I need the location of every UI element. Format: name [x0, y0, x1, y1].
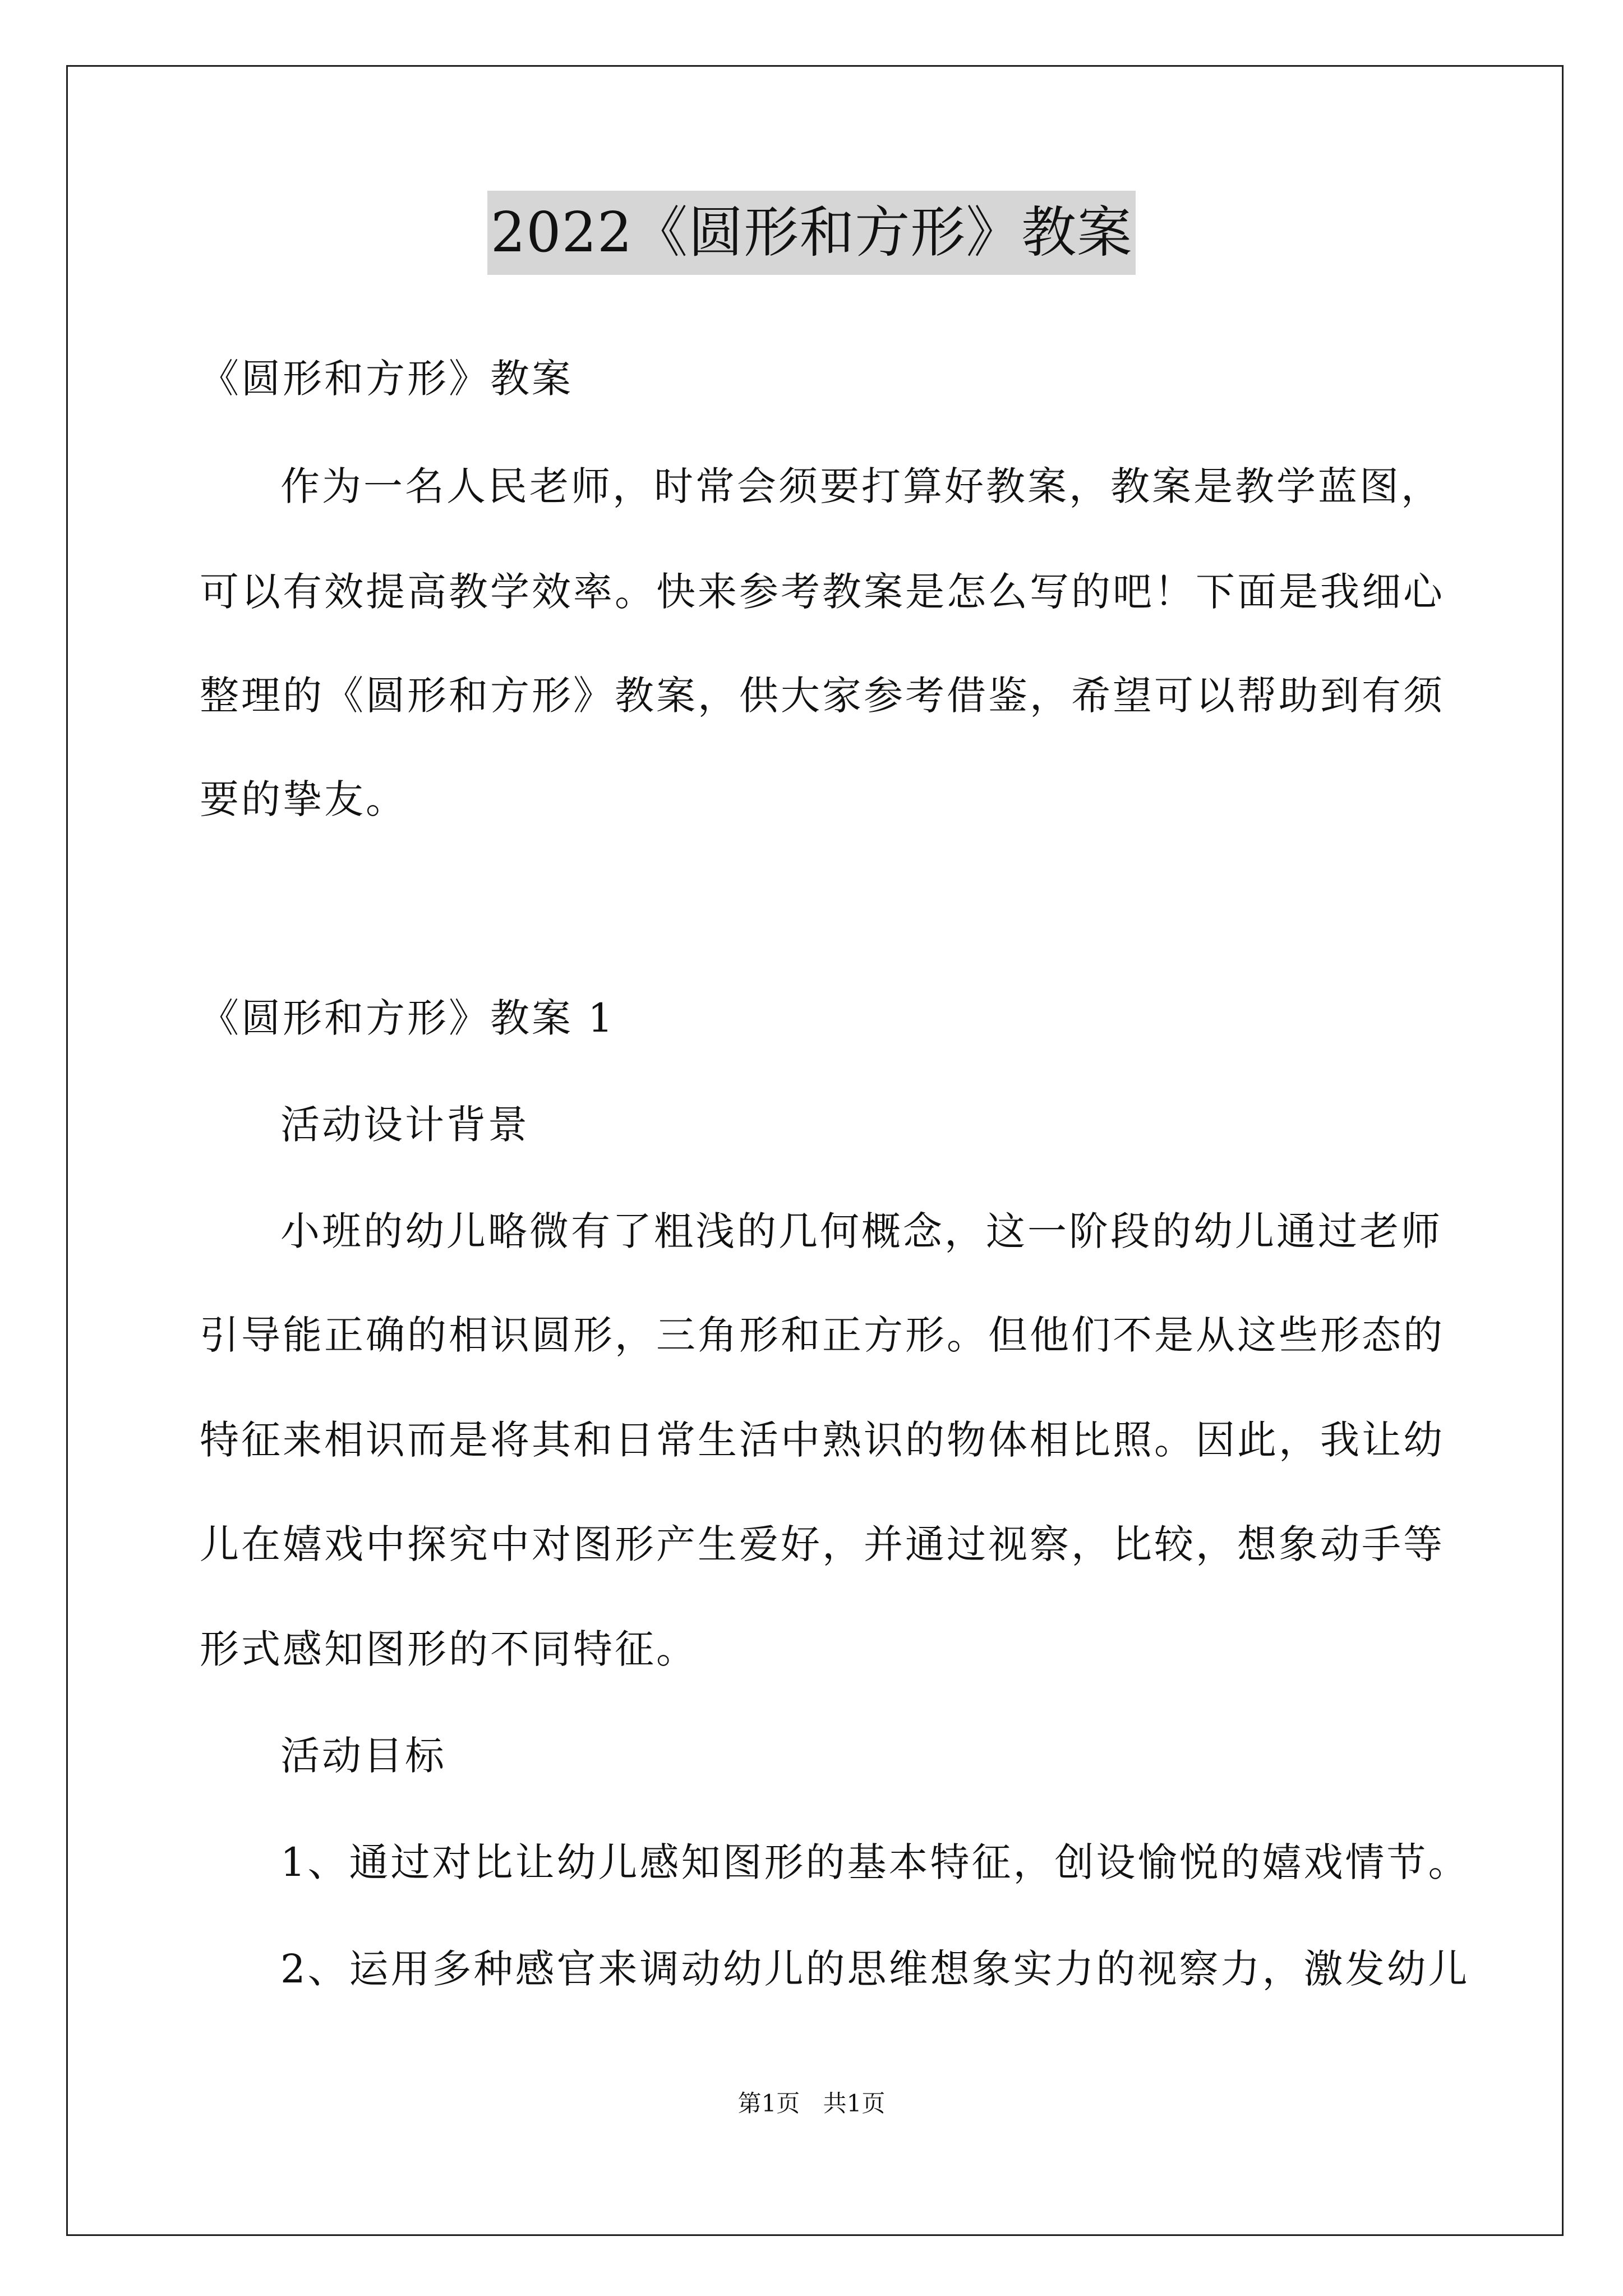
background-line-2: 引导能正确的相识圆形，三角形和正方形。但他们不是从这些形态的: [200, 1312, 1445, 1358]
intro-line-3: 整理的《圆形和方形》教案，供大家参考借鉴，希望可以帮助到有须: [200, 673, 1445, 719]
section-heading: 《圆形和方形》教案 1: [200, 995, 615, 1041]
goal-line-2: 2、运用多种感官来调动幼儿的思维想象实力的视察力，激发幼儿: [280, 1946, 1470, 1992]
background-line-1: 小班的幼儿略微有了粗浅的几何概念，这一阶段的幼儿通过老师: [280, 1208, 1442, 1254]
intro-line-2: 可以有效提高教学效率。快来参考教案是怎么写的吧！下面是我细心: [200, 569, 1445, 615]
document-subtitle: 《圆形和方形》教案: [200, 356, 573, 402]
background-line-5: 形式感知图形的不同特征。: [200, 1626, 698, 1672]
goal-line-1: 1、通过对比让幼儿感知图形的基本特征，创设愉悦的嬉戏情节。: [280, 1839, 1470, 1885]
page-total: 共1页: [823, 2090, 886, 2117]
goals-heading: 活动目标: [280, 1733, 446, 1779]
intro-line-1: 作为一名人民老师，时常会须要打算好教案，教案是教学蓝图，: [280, 463, 1442, 509]
title-container: [0, 191, 1623, 275]
page-current: 第1页: [737, 2090, 800, 2117]
page-title: 2022《圆形和方形》教案: [487, 191, 1136, 275]
background-line-3: 特征来相识而是将其和日常生活中熟识的物体相比照。因此，我让幼: [200, 1417, 1445, 1463]
background-heading: 活动设计背景: [280, 1102, 529, 1148]
background-line-4: 儿在嬉戏中探究中对图形产生爱好，并通过视察，比较，想象动手等: [200, 1521, 1445, 1567]
intro-line-4: 要的挚友。: [200, 776, 407, 822]
page-footer: [0, 2087, 1623, 2120]
